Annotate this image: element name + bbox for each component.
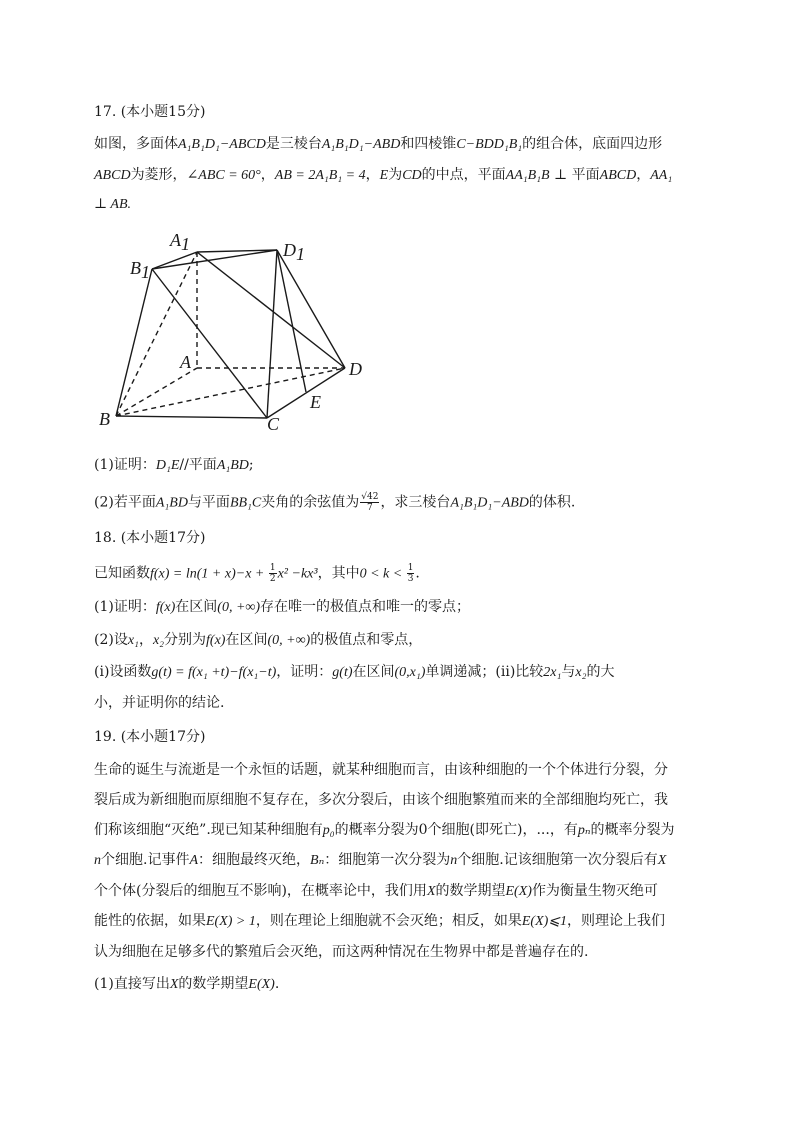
math: 0 < k < — [359, 566, 406, 582]
text: ，求三棱台 — [380, 494, 451, 511]
math: g(t) = f(x₁ +t)−f(x₁−t) — [151, 665, 277, 680]
math: x₂ — [152, 633, 165, 648]
math: (0, +∞) — [267, 633, 311, 648]
math: ABCD — [599, 168, 637, 183]
label-A: A — [180, 352, 191, 372]
q19-line3 — [94, 820, 675, 841]
text: 在区间 — [175, 599, 218, 615]
text: 在区间 — [225, 632, 268, 648]
math: g(t) — [332, 665, 353, 680]
math: A₁B₁D₁−ABD — [321, 137, 401, 152]
math: f(x) = ln(1 + x)−x + — [150, 566, 268, 582]
math: f(x) — [206, 633, 226, 648]
edge-BA-hidden — [116, 368, 197, 416]
text: 的大 — [586, 664, 615, 680]
q17-heading: 17. (本小题15分) — [94, 104, 206, 120]
text: 已知函数 — [94, 565, 150, 582]
math: (0, +∞) — [217, 600, 261, 615]
math: AA₁ — [650, 168, 673, 183]
q19-line1: 生命的诞生与流逝是一个永恒的话题，就某种细胞而言，由该种细胞的一个个体进行分裂，分 — [94, 762, 668, 778]
q18-subpart-i-cont: 小，并证明你的结论. — [94, 695, 225, 711]
math: C−BDD₁B₁ — [456, 137, 523, 152]
text: 的极值点和零点， — [310, 632, 423, 648]
text: 们称该细胞“灭绝”.现已知某种细胞有 — [94, 822, 323, 838]
text: (1)证明： — [94, 457, 156, 473]
q17-part2 — [94, 492, 575, 514]
math: E(X)⩽1 — [521, 914, 568, 929]
math: X — [657, 853, 667, 868]
text: ：细胞最终灭绝， — [198, 852, 311, 868]
text: (1)证明： — [94, 599, 156, 615]
text: 的数学期望 — [178, 976, 249, 992]
math: Bₙ — [310, 853, 325, 868]
label-D: D — [349, 359, 362, 379]
math: A₁B₁D₁−ABD — [450, 495, 529, 511]
math: x₁ — [127, 633, 139, 648]
edge-D1C — [267, 250, 277, 418]
text: 的组合体，底面四边形 — [522, 136, 663, 152]
text: ：细胞第一次分裂为 — [324, 852, 451, 868]
math: E — [379, 168, 389, 183]
text: 的概率分裂为0个细胞(即死亡)，...，有 — [334, 822, 578, 838]
text: 的数学期望 — [435, 883, 506, 899]
polyhedron-figure — [94, 222, 384, 437]
text: 个细胞.记该细胞第一次分裂后有 — [457, 852, 658, 868]
fraction-one-third: $\frac{1}{3}$ — [407, 563, 414, 584]
q18-subpart-i — [94, 662, 614, 683]
q17-part1 — [94, 455, 254, 476]
edge-D1D — [277, 250, 345, 368]
math: A — [189, 853, 199, 868]
math: X — [426, 884, 436, 899]
text: 存在唯一的极值点和唯一的零点； — [260, 599, 471, 615]
edge-CD — [267, 368, 345, 418]
edge-B1C — [152, 269, 267, 418]
edge-D1E — [277, 250, 306, 392]
math: A₁BD — [216, 458, 249, 473]
text: (2)若平面 — [94, 494, 156, 511]
text: 是三棱台 — [265, 136, 322, 152]
label-B: B — [99, 409, 110, 429]
math: E(X) — [505, 884, 532, 899]
math: ABCD — [94, 168, 131, 183]
q17-stem-line3 — [94, 194, 131, 215]
text: (1)直接写出 — [94, 976, 170, 992]
q18-stem — [94, 563, 420, 585]
q19-line5 — [94, 881, 658, 902]
math: ⊥ AB. — [94, 197, 132, 212]
q19-part1 — [94, 974, 279, 995]
text: . — [274, 976, 280, 992]
fraction-sqrt42-over-7: $\frac{√42}{7}$ — [361, 492, 379, 513]
text: 单调递减；(ⅱ)比较 — [425, 664, 544, 680]
text: 与平面 — [187, 494, 230, 511]
q19-line4 — [94, 850, 666, 871]
text: (ⅰ)设函数 — [94, 664, 152, 680]
math: pₙ — [577, 823, 591, 838]
text: 和四棱锥 — [400, 136, 457, 152]
text: ，则在理论上细胞就不会灭绝；相反，如果 — [255, 913, 522, 929]
edge-BC — [116, 416, 267, 418]
math: CD — [402, 168, 422, 183]
q19-line7: 认为细胞在足够多代的繁殖后会灭绝，而这两种情况在生物界中都是普遍存在的. — [94, 944, 589, 960]
q18-part2 — [94, 630, 422, 651]
text: 作为衡量生物灭绝可 — [531, 883, 658, 899]
label-A1: A1 — [170, 230, 190, 254]
math: n — [94, 853, 101, 868]
text: 个细胞.记事件 — [101, 852, 190, 868]
text: ， — [138, 632, 153, 648]
text: 为菱形， — [130, 167, 187, 183]
text: 在区间 — [352, 664, 395, 680]
text: . — [415, 565, 420, 582]
q19-line2: 裂后成为新细胞而原细胞不复存在，多次分裂后，由该个细胞繁殖而来的全部细胞均死亡，我 — [94, 792, 668, 808]
label-B1: B1 — [130, 258, 150, 282]
q19-heading: 19. (本小题17分) — [94, 729, 206, 745]
math: ∠ABC = 60° — [186, 168, 261, 183]
edge-B1B — [116, 269, 152, 416]
text: 为 — [388, 167, 403, 183]
math: AA₁B₁B — [505, 168, 550, 183]
label-C: C — [267, 414, 280, 434]
text: 分别为 — [164, 632, 207, 648]
math: A₁B₁D₁−ABCD — [178, 137, 266, 152]
text: ，证明： — [276, 664, 333, 680]
math: x² −kx³ — [277, 566, 318, 582]
label-E: E — [310, 392, 321, 412]
math: AB = 2A₁B₁ = 4 — [274, 168, 366, 183]
q17-stem-line1 — [94, 134, 662, 155]
text: 的体积. — [528, 494, 576, 511]
math: x₂ — [575, 665, 587, 680]
math: X — [169, 977, 179, 992]
math: p₀ — [322, 823, 335, 838]
text: ， — [260, 167, 275, 183]
math: (0,x₁) — [394, 665, 426, 680]
text: ， — [636, 167, 651, 183]
label-D1: D1 — [283, 240, 305, 264]
text: 个个体(分裂后的细胞互不影响)，在概率论中，我们用 — [94, 883, 427, 899]
math: BB₁C — [229, 495, 262, 511]
text: ，其中 — [317, 565, 360, 582]
q18-part1 — [94, 597, 470, 618]
q17-stem-line2 — [94, 165, 672, 186]
text: //平面 — [179, 457, 217, 473]
math: E(X) > 1 — [206, 914, 256, 929]
math: A₁BD — [155, 495, 188, 511]
text: 的中点，平面 — [421, 167, 506, 183]
text: (2)设 — [94, 632, 128, 648]
fraction-one-half: $\frac{1}{2}$ — [269, 563, 276, 584]
text: 能性的依据，如果 — [94, 913, 206, 929]
math: E(X) — [248, 977, 275, 992]
q18-heading: 18. (本小题17分) — [94, 530, 206, 546]
text: 的概率分裂为 — [590, 822, 675, 838]
text: 与 — [561, 664, 576, 680]
text: 如图，多面体 — [94, 136, 178, 152]
text: ， — [365, 167, 380, 183]
math: n — [450, 853, 458, 868]
math: f(x) — [155, 600, 176, 615]
text: ，则理论上我们 — [567, 913, 666, 929]
math: 2x₁ — [543, 665, 562, 680]
q19-line6 — [94, 911, 665, 932]
text: ⊥ 平面 — [549, 167, 600, 183]
math: D₁E — [155, 458, 180, 473]
text: 夹角的余弦值为 — [261, 494, 360, 511]
text: ; — [248, 457, 254, 473]
